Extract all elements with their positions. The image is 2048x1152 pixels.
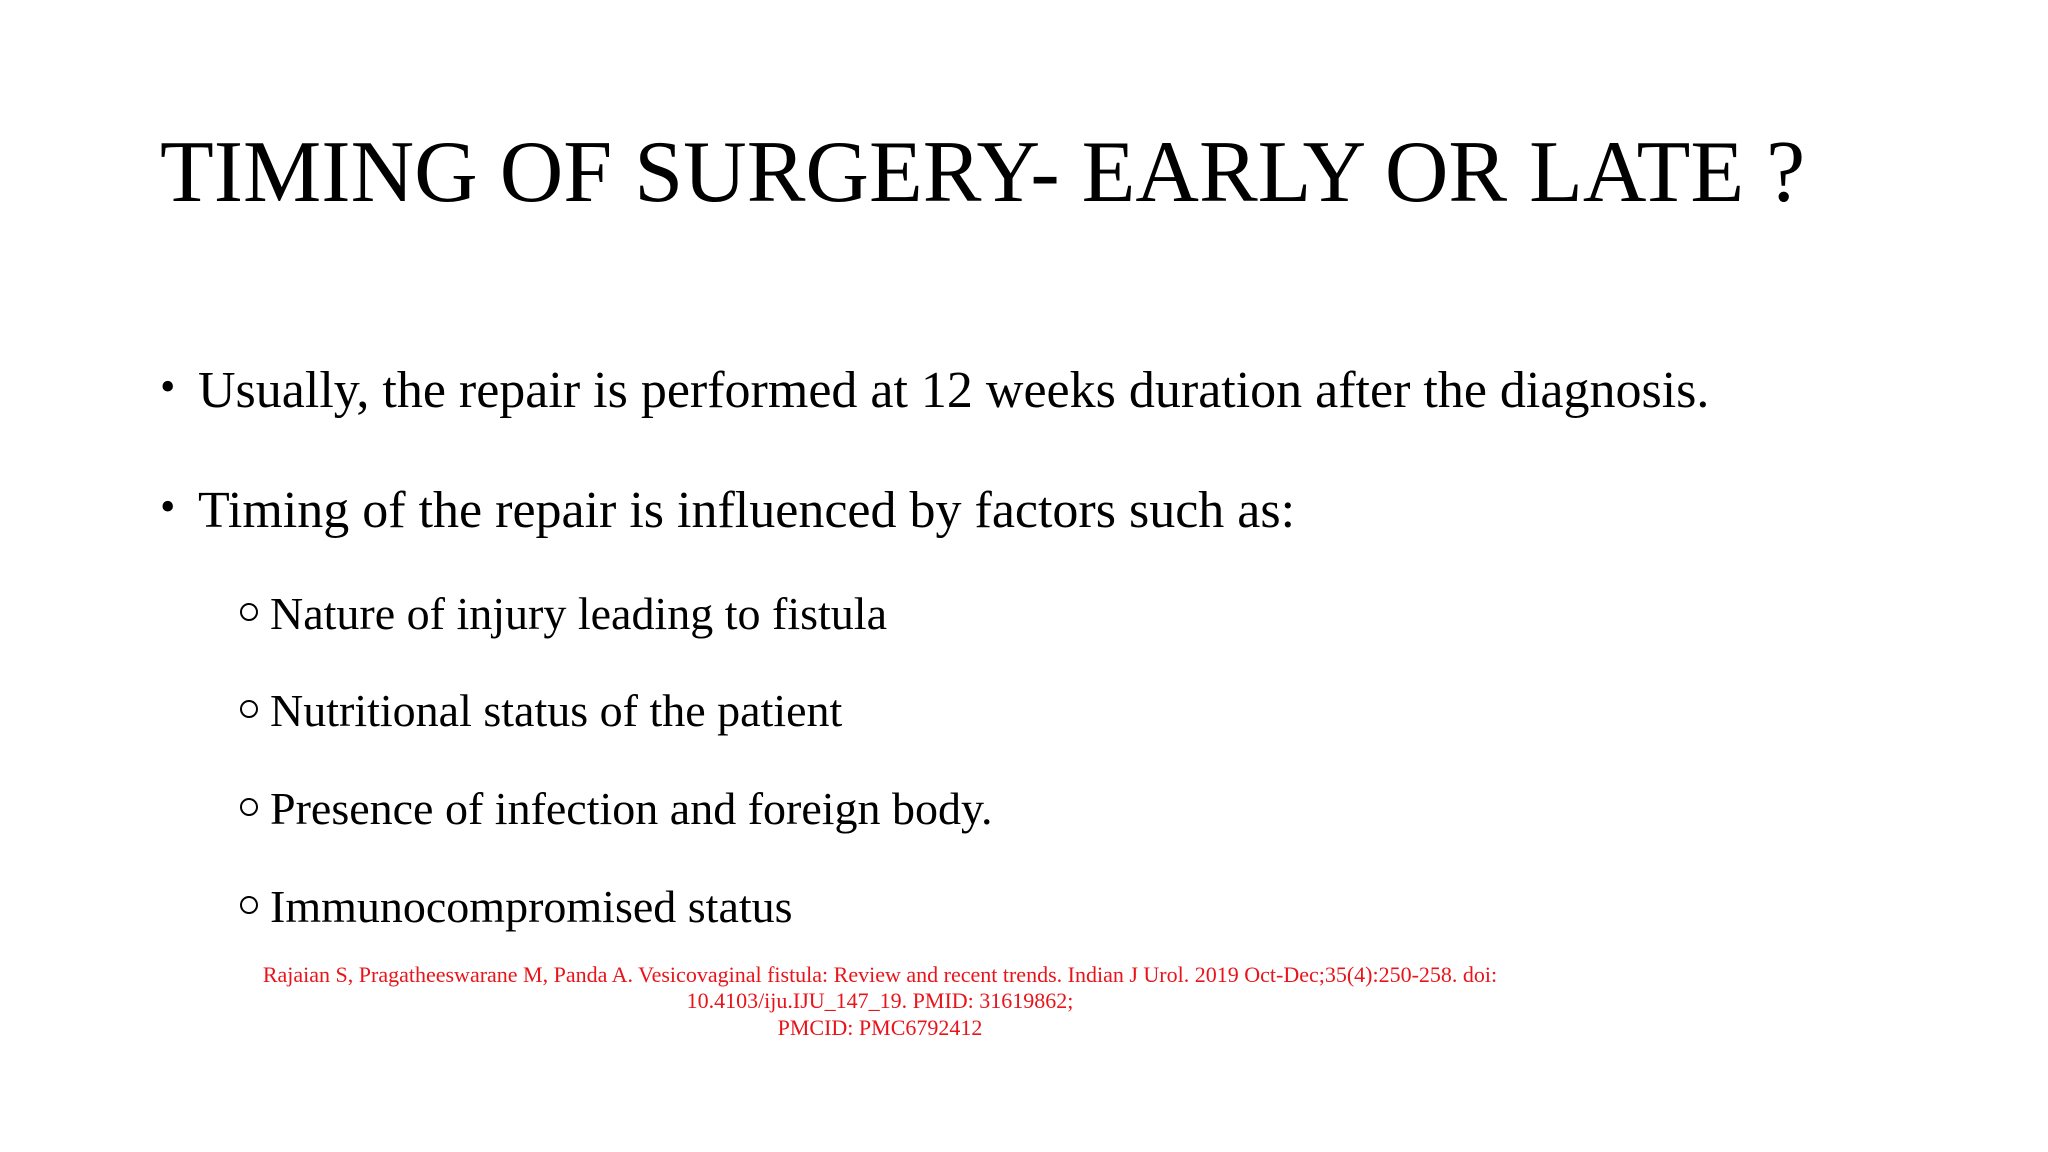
sub-bullet-item — [240, 879, 793, 934]
hollow-circle-icon — [240, 700, 258, 718]
sub-bullet-item — [240, 683, 842, 738]
sub-bullet-item — [240, 781, 993, 836]
bullet-text: Usually, the repair is performed at 12 weeks duration after the diagnosis. — [198, 362, 1710, 419]
bullet-dot-icon: • — [160, 482, 176, 531]
citation — [160, 962, 1600, 1041]
sub-bullet-text: Presence of infection and foreign body. — [270, 783, 993, 834]
hollow-circle-icon — [240, 896, 258, 914]
sub-bullet-text: Nature of injury leading to fistula — [270, 588, 888, 639]
sub-bullet-item — [240, 586, 887, 641]
hollow-circle-icon — [240, 603, 258, 621]
bullet-text: Timing of the repair is influenced by factors such as: — [198, 482, 1296, 539]
sub-bullet-text: Immunocompromised status — [270, 881, 793, 932]
citation-line-1: Rajaian S, Pragatheeswarane M, Panda A. Vesicovaginal fistula: Review and recent trends. Indian J Urol. 2019 Oct-Dec;35(4):250-258. doi: 10.4103/iju.IJU_147_19. PMID: 31619862; — [262, 962, 1498, 1014]
bullet-item — [160, 480, 1295, 542]
slide-title: TIMING OF SURGERY- EARLY OR LATE ? — [160, 124, 1806, 221]
sub-bullet-text: Nutritional status of the patient — [270, 685, 843, 736]
hollow-circle-icon — [240, 798, 258, 816]
bullet-dot-icon: • — [160, 362, 176, 411]
citation-line-2: PMCID: PMC6792412 — [777, 1014, 983, 1040]
bullet-item — [160, 360, 1709, 422]
